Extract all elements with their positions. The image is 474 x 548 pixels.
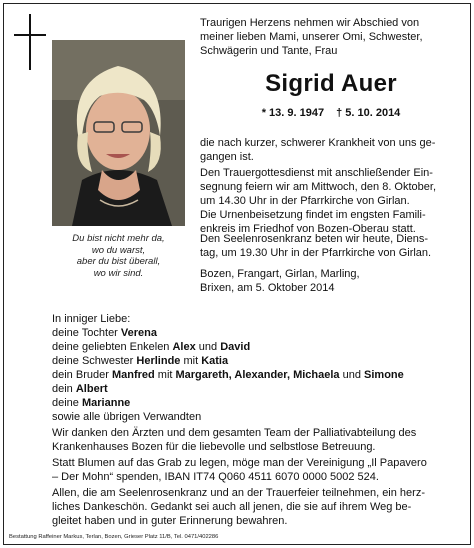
- memorial-quote: Du bist nicht mehr da, wo du warst, aber du bist überall, wo wir sind.: [72, 233, 165, 279]
- cross-icon-bar: [14, 34, 46, 36]
- funeral-text: Den Trauergottesdienst mit anschließender Ein- segnung feiern wir am Mittwoch, den 8. Oktober, um 14.30 Uhr in der Pfarrkirche von Girlan. Die Urnenbeisetzung findet im engsten Famili- enkreis im Friedhof von Bozen-Oberau statt.: [200, 167, 437, 235]
- mourner-line: deine Tochter Verena: [52, 327, 157, 339]
- life-dates: [200, 107, 462, 119]
- place-date: Bozen, Frangart, Girlan, Marling, Brixen, am 5. Oktober 2014: [200, 268, 360, 294]
- funeral-home-footer: Bestattung Raffeiner Markus, Terlan, Bozen, Grieser Platz 11/B, Tel. 0471/402286: [9, 534, 219, 540]
- mourner-line: dein Albert: [52, 383, 108, 395]
- closing-text: Allen, die am Seelenrosenkranz und an der Trauerfeier teilnehmen, ein herz- liches Dankeschön. Gedankt sei auch all jenen, die sie auf ihrem Weg be- gleitet haben und in guter Erinnerung bewahren.: [52, 487, 425, 527]
- mourners-list: [52, 312, 462, 424]
- thanks-text: Wir danken den Ärzten und dem gesamten Team der Palliativabteilung des Krankenhauses Bozen für die liebevolle und selbstlose Betreuung.: [52, 427, 417, 453]
- mourner-line: deine Schwester Herlinde mit Katia: [52, 355, 229, 367]
- mourner-line: deine geliebten Enkelen Alex und David: [52, 341, 251, 353]
- portrait-photo: [52, 40, 185, 226]
- rosary-text: Den Seelenrosenkranz beten wir heute, Diens- tag, um 19.30 Uhr in der Pfarrkirche von Girlan.: [200, 233, 432, 259]
- deceased-name: Sigrid Auer: [265, 70, 397, 97]
- death-date: † 5. 10. 2014: [336, 107, 401, 119]
- intro-text: Traurigen Herzens nehmen wir Abschied von meiner lieben Mami, unserer Omi, Schwester, Schwägerin und Tante, Frau: [200, 17, 423, 57]
- mourner-line: sowie alle übrigen Verwandten: [52, 411, 202, 423]
- mourners-heading: In inniger Liebe:: [52, 313, 131, 325]
- mourner-line: deine Marianne: [52, 397, 131, 409]
- mourner-line: dein Bruder Manfred mit Margareth, Alexander, Michaela und Simone: [52, 369, 404, 381]
- donation-text: Statt Blumen auf das Grab zu legen, möge man der Vereinigung „Il Papavero – Der Mohn“ spenden, IBAN IT74 Q060 4511 6070 0000 5002 524.: [52, 457, 427, 483]
- cross-icon: [29, 14, 31, 70]
- illness-text: die nach kurzer, schwerer Krankheit von uns ge- gangen ist.: [200, 137, 436, 163]
- birth-date: * 13. 9. 1947: [261, 107, 325, 119]
